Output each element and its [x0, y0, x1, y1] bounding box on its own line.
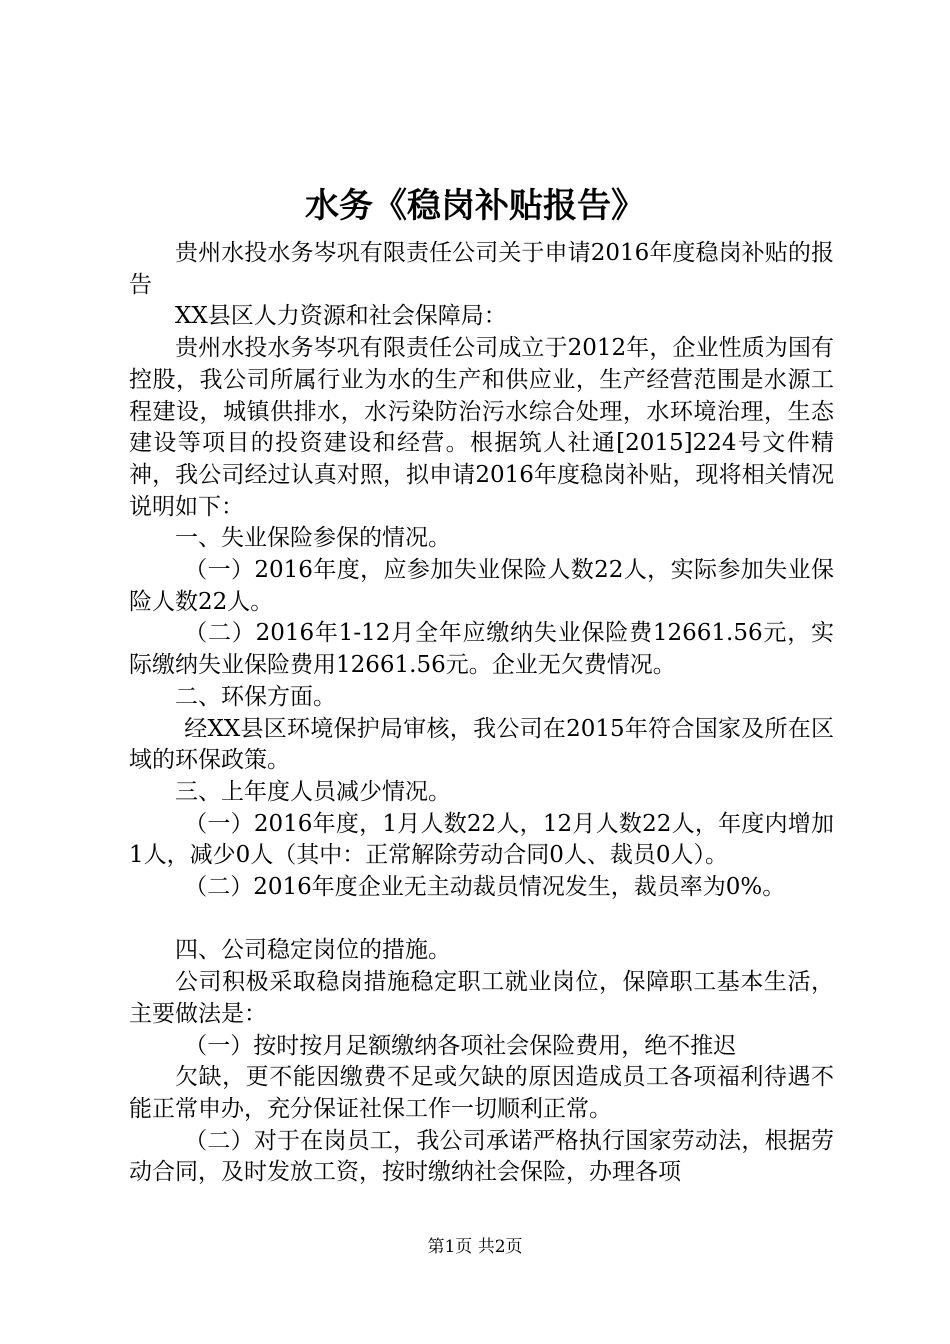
paragraph-measures-intro: 公司积极采取稳岗措施稳定职工就业岗位，保障职工基本生活，主要做法是： [129, 969, 834, 1027]
heading-environmental: 二、环保方面。 [175, 683, 336, 710]
paragraph-insured-count: （一）2016年度，应参加失业保险人数22人，实际参加失业保险人数22人。 [129, 557, 834, 615]
paragraph-staff-count: （一）2016年度，1月人数22人，12月人数22人，年度内增加1人，减少0人（其中：正常解除劳动合同0人、裁员0人）。 [129, 810, 834, 869]
heading-staff-reduction: 三、上年度人员减少情况。 [175, 778, 451, 805]
paragraph-insurance-fee: （二）2016年1-12月全年应缴纳失业保险费12661.56元，实际缴纳失业保险费用12661.56元。企业无欠费情况。 [129, 620, 834, 679]
paragraph-measure-one-continued: 欠缺，更不能因缴费不足或欠缺的原因造成员工各项福利待遇不能正常申办，充分保证社保工作一切顺利正常。 [129, 1064, 834, 1122]
page-number-footer: 第1页 共2页 [427, 1237, 523, 1257]
paragraph-report-subject: 贵州水投水务岑巩有限责任公司关于申请2016年度稳岗补贴的报告 [129, 240, 834, 298]
paragraph-measure-two: （二）对于在岗员工，我公司承诺严格执行国家劳动法，根据劳动合同，及时发放工资，按时缴纳社会保险，办理各项 [129, 1127, 834, 1186]
blank-line [129, 904, 834, 936]
paragraph-addressee: XX县区人力资源和社会保障局： [175, 303, 507, 330]
paragraph-company-intro: 贵州水投水务岑巩有限责任公司成立于2012年，企业性质为国有控股，我公司所属行业为水的生产和供应业，生产经营范围是水源工程建设，城镇供排水，水污染防治污水综合处理，水环境治理，生态建设等项目的投资建设和经营。根据筑人社通[2015]224号文件精神，我公司经过认真对照，拟申请2016年度稳岗补贴，现将相关情况说明如下： [129, 335, 834, 520]
document-title: 水务《稳岗补贴报告》 [305, 186, 645, 226]
heading-stabilization-measures: 四、公司稳定岗位的措施。 [175, 937, 451, 964]
document-body [129, 238, 834, 1189]
heading-unemployment-insurance: 一、失业保险参保的情况。 [175, 525, 451, 552]
paragraph-measure-one: （一）按时按月足额缴纳各项社会保险费用，绝不推迟 [184, 1032, 737, 1059]
paragraph-layoff-rate: （二）2016年度企业无主动裁员情况发生，裁员率为0%。 [184, 874, 786, 901]
paragraph-environmental-review: 经XX县区环境保护局审核，我公司在2015年符合国家及所在区域的环保政策。 [129, 715, 834, 774]
